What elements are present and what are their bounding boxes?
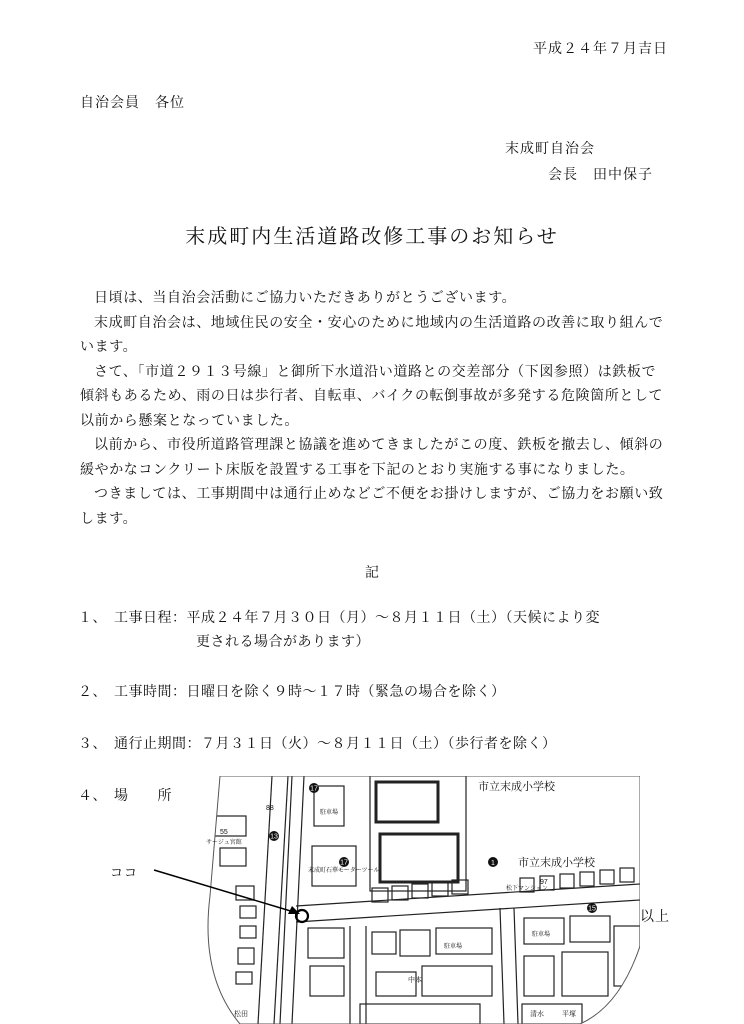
item-label: 通行止期間： [114, 736, 201, 752]
notice-title: 末成町内生活道路改修工事のお知らせ [185, 224, 559, 248]
item-value: 平成２４年７月３０日（月）～８月１１日（土）（天候により変 [186, 610, 600, 626]
sender-name: 会長 田中保子 [548, 167, 653, 183]
item-number: １、 [78, 610, 107, 626]
item-hours [78, 680, 506, 704]
item-schedule [78, 606, 600, 654]
map-label: 松下マンション [506, 885, 548, 892]
koko-pointer-arrow [150, 864, 310, 924]
map-marker-number: 15 [588, 905, 596, 913]
map-label: 末成町石華モーターツール [308, 867, 380, 874]
koko-label: ココ [110, 866, 139, 881]
item-value: 日曜日を除く９時～１７時（緊急の場合を除く） [186, 684, 506, 700]
map-marker-number: 55 [220, 829, 228, 836]
item-label: 場 所 [114, 788, 172, 804]
item-value: ７月３１日（火）～８月１１日（土）（歩行者を除く） [201, 736, 557, 752]
item-number: ２、 [78, 684, 107, 700]
issue-date: 平成２４年７月吉日 [533, 41, 668, 57]
school-number: 1 [491, 860, 495, 867]
notice-body [80, 286, 670, 531]
item-value-continued: 更される場合があります） [196, 634, 370, 650]
map-marker-number: 13 [270, 833, 278, 841]
item-closure-period [78, 732, 557, 756]
map-label: 平塚 [562, 1010, 576, 1018]
map-label: 駐車場 [444, 943, 463, 950]
map-label: 清水 [530, 1010, 544, 1018]
map-marker-number: 97 [540, 879, 548, 886]
closing-ijo: 以上 [640, 909, 670, 925]
item-label: 工事日程： [114, 610, 187, 626]
map-marker-number: 17 [340, 859, 348, 867]
map-label: 松田 [234, 1010, 248, 1018]
map-label: 駐車場 [320, 809, 339, 816]
paragraph: さて、「市道２９１３号線」と御所下水道沿い道路との交差部分（下図参照）は鉄板で傾斜もあるため、雨の日は歩行者、自転車、バイクの転倒事故が多発する危険箇所として以前から懸案となっていました。 [80, 363, 664, 429]
item-number: ３、 [78, 736, 107, 752]
item-label: 工事時間： [114, 684, 187, 700]
ki-marker: 記 [365, 565, 379, 581]
school-label: 市立末成小学校 [518, 856, 595, 869]
recipient: 自治会員 各位 [80, 95, 185, 111]
sender-organization: 末成町自治会 [505, 141, 595, 157]
map-label: 駐車場 [532, 931, 551, 938]
paragraph: つきましては、工事期間中は通行止めなどご不便をお掛けしますが、ご協力をお願い致します。 [80, 486, 664, 527]
school-top-label: 市立末成小学校 [478, 780, 555, 793]
paragraph: 日頃は、当自治会活動にご協力いただきありがとうございます。 [94, 290, 517, 306]
item-number: ４、 [78, 788, 107, 804]
item-location [78, 784, 172, 808]
paragraph: 末成町自治会は、地域住民の安全・安心のために地域内の生活道路の改善に取り組んでいます。 [80, 314, 664, 355]
map-label: サージュ宮館 [206, 839, 242, 846]
map-marker-number: 88 [266, 805, 274, 812]
map-marker-number: 17 [310, 785, 318, 793]
paragraph: 以前から、市役所道路管理課と協議を進めてきましたがこの度、鉄板を撤去し、傾斜の緩やかなコンクリート床版を設置する工事を下記のとおり実施する事になりました。 [80, 437, 664, 478]
map-label: 中本 [408, 976, 422, 984]
